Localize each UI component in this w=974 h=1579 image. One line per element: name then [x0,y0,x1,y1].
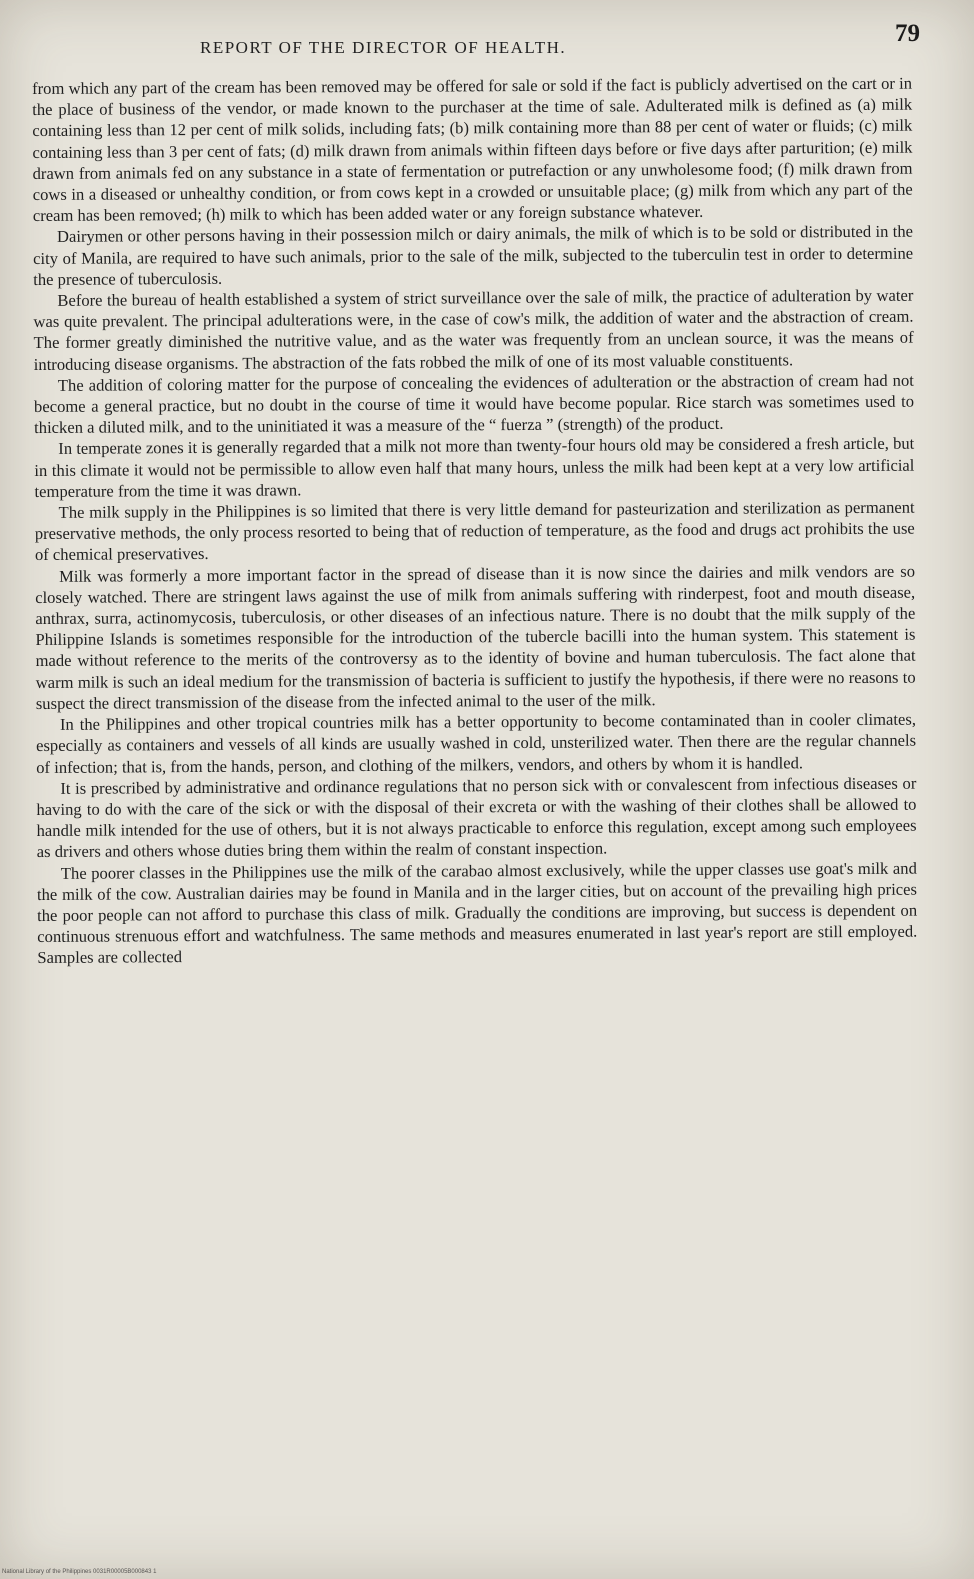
paragraph: Milk was formerly a more important factor in the spread of disease than it is now since the dairies and milk vendors are so closely watched. There are stringent laws against the use of milk from animals suffering with rinderpest, foot and mouth disease, anthrax, surra, actinomycosis, tuberculosis, or other diseases of an infectious nature. There is no doubt that the milk supply of the Philippine Islands is sometimes responsible for the introduction of the tubercle bacilli into the human system. This statement is made without reference to the merits of the controversy as to the identity of bovine and human tuberculosis. The fact alone that warm milk is such an ideal medium for the transmission of bacteria is sufficient to justify the hypothesis, if there were no reasons to suspect the direct transmission of the disease from the infected animal to the user of the milk. [35,561,916,713]
paragraph: from which any part of the cream has been removed may be offered for sale or sold if the fact is publicly advertised on the cart or in the place of business of the vendor, or made known to the purchaser at the time of sale. Adulterated milk is defined as (a) milk containing less than 12 per cent of milk solids, including fats; (b) milk containing more than 88 per cent of water or fluids; (c) milk containing less than 3 per cent of fats; (d) milk drawn from animals within fifteen days before or five days after parturition; (e) milk drawn from animals fed on any substance in a state of fermentation or putrefaction or any unwholesome food; (f) milk drawn from cows in a diseased or unhealthy condition, or from cows kept in a crowded or unsuitable place; (g) milk from which any part of the cream has been removed; (h) milk to which has been added water or any foreign substance whatever. [32,73,913,226]
paragraph: The addition of coloring matter for the purpose of concealing the evidences of adulteration or the abstraction of cream had not become a general practice, but no doubt in the course of time it would have become popular. Rice starch was sometimes used to thicken a diluted milk, and to the uninitiated it was a measure of the “ fuerza ” (strength) of the product. [33,370,915,438]
paragraph: Dairymen or other persons having in their possession milch or dairy animals, the milk of which is to be sold or distributed in the city of Manila, are required to have such animals, prior to the sale of the milk, subjected to the tuberculin test in order to determine the presence of tuberculosis. [33,222,914,289]
page-header [200,20,920,60]
paragraph: Before the bureau of health established a system of strict surveillance over the sale of milk, the practice of adulteration by water was quite prevalent. The principal adulterations were, in the case of cow's milk, the addition of water and the abstraction of cream. The former greatly diminished the nutritive value, and as the water was frequently from an unclean source, it was the means of introducing disease organisms. The abstraction of the fats robbed the milk of one of its most valuable constituents. [33,285,914,374]
paragraph: It is prescribed by administrative and ordinance regulations that no person sick with or convalescent from infectious diseases or having to do with the care of the sick or with the disposal of their excreta or with the washing of their clothes shall be allowed to handle milk intended for the use of others, but it is not always practicable to enforce this regulation, except among such employees as drivers and others whose duties bring them within the realm of constant inspection. [36,773,917,862]
running-head: REPORT OF THE DIRECTOR OF HEALTH. [200,38,567,57]
paragraph: In temperate zones it is generally regarded that a milk not more than twenty-four hours old may be considered a fresh article, but in this climate it would not be permissible to allow even half that many hours, unless the milk had been kept at a very low artificial temperature from the time it was drawn. [34,434,915,501]
paragraph: In the Philippines and other tropical countries milk has a better opportunity to become contaminated than in cooler climates, especially as containers and vessels of all kinds are usually washed in cold, unsterilized water. Then there are the regular channels of infection; that is, from the hands, person, and clothing of the milkers, vendors, and others by whom it is handled. [36,709,917,777]
paragraph: The poorer classes in the Philippines use the milk of the carabao almost exclusively, while the upper classes use goat's milk and the milk of the cow. Australian dairies may be found in Manila and in the larger cities, but on account of the prevailing high prices the poor people can not afford to purchase this class of milk. Gradually the conditions are improving, but success is dependent on continuous strenuous effort and watchfulness. The same methods and measures enumerated in last year's report are still employed. Samples are collected [36,858,918,968]
scan-credit: National Library of the Philippines 0031R00005B000843 1 [2,1569,157,1575]
page-number: 79 [895,20,920,47]
body-text [32,73,917,969]
paragraph: The milk supply in the Philippines is so limited that there is very little demand for pasteurization and sterilization as permanent preservative methods, the only process resorted to being that of reduction of temperature, as the food and drugs act prohibits the use of chemical preservatives. [34,497,915,565]
